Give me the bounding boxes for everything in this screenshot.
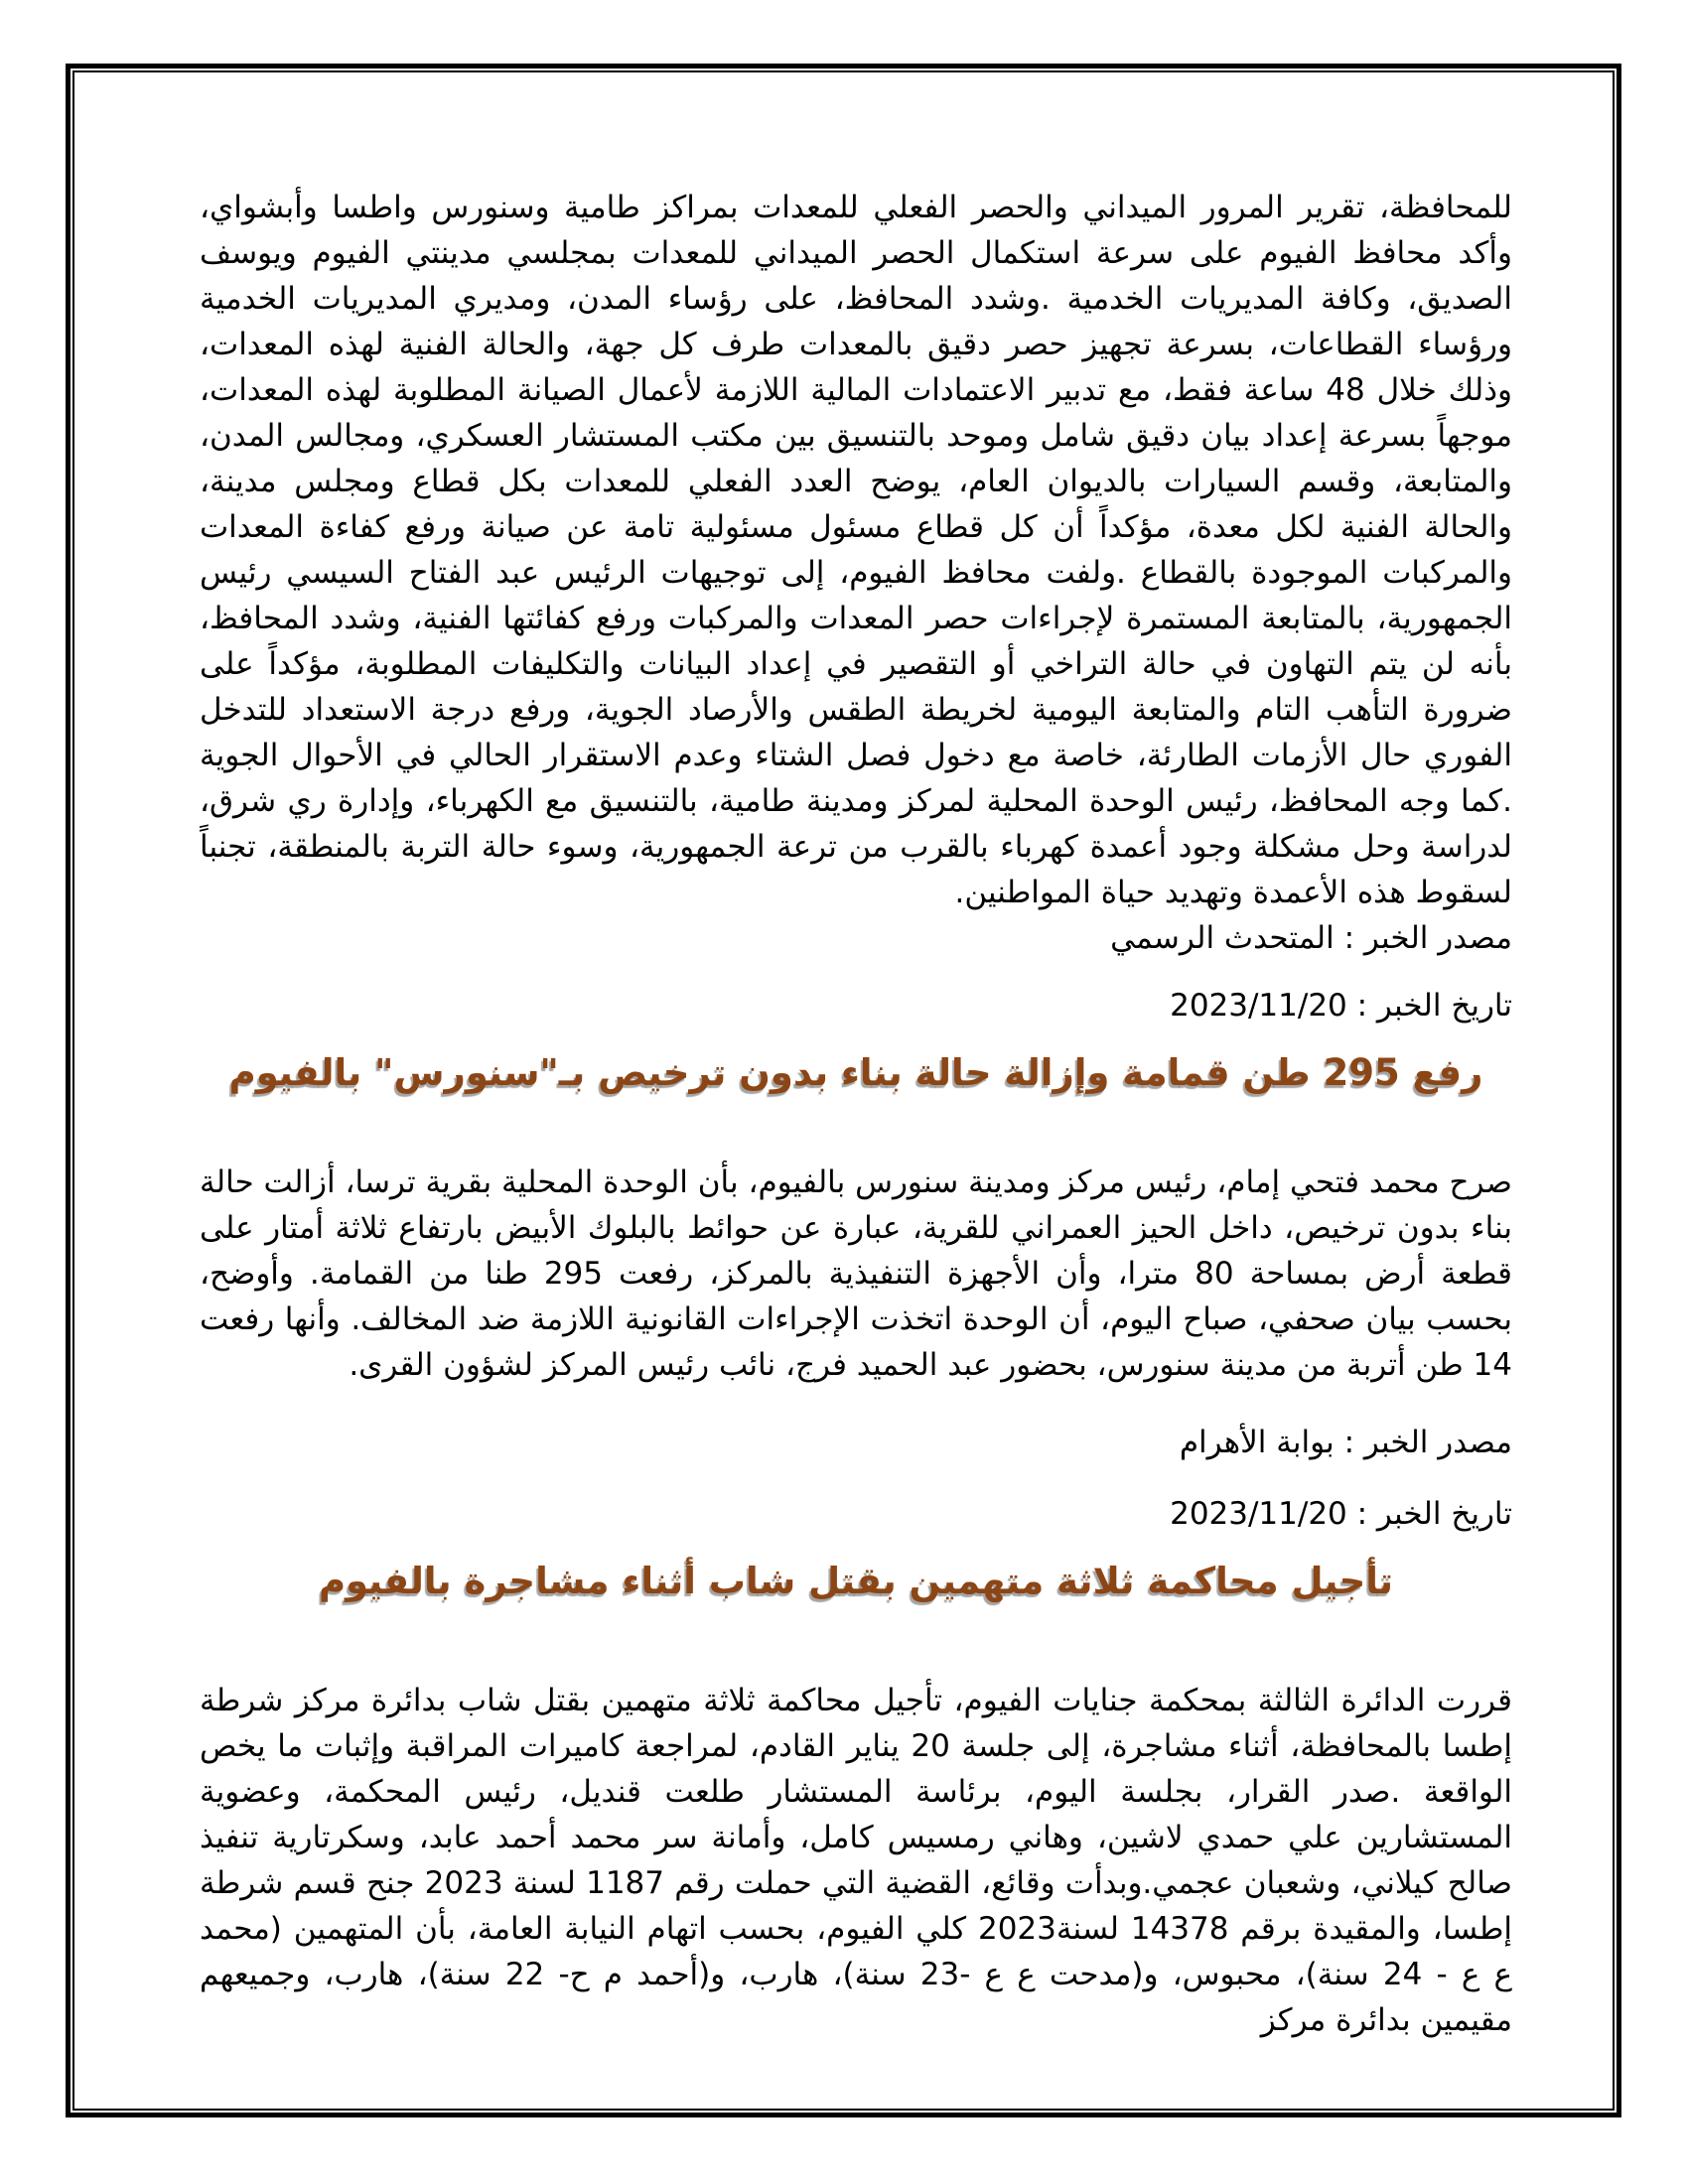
article-2-body: صرح محمد فتحي إمام، رئيس مركز ومدينة سنورس بالفيوم، بأن الوحدة المحلية بقرية ترسا، أزالت حالة بناء بدون ترخيص، داخل الحيز العمراني للقرية، عبارة عن حوائط بالبلوك الأبيض بارتفاع ثلاثة أمتار على قطعة أرض بمساحة 80 مترا، وأن الأجهزة التنفيذية بالمركز، رفعت 295 طنا من القمامة. وأوضح، بحسب بيان صحفي، صباح اليوم، أن الوحدة اتخذت الإجراءات القانونية اللازمة ضد المخالف. وأنها رفعت 14 طن أتربة من مدينة سنورس، بحضور عبد الحميد فرج، نائب رئيس المركز لشؤون القرى. — [200, 1164, 1512, 1383]
article-3-headline: تأجيل محاكمة ثلاثة متهمين بقتل شاب أثناء مشاجرة بالفيوم — [318, 1560, 1394, 1602]
page-content — [200, 185, 1512, 2043]
article-2-source-line: مصدر الخبر : بوابة الأهرام — [1179, 1425, 1512, 1460]
article-1-body: للمحافظة، تقرير المرور الميداني والحصر الفعلي للمعدات بمراكز طامية وسنورس واطسا وأبشواي، وأكد محافظ الفيوم على سرعة استكمال الحصر الميداني للمعدات بمجلسي مدينتي الفيوم ويوسف الصديق، وكافة المديريات الخدمية .وشدد المحافظ، على رؤساء المدن، ومديري المديريات الخدمية ورؤساء القطاعات، بسرعة تجهيز حصر دقيق بالمعدات طرف كل جهة، والحالة الفنية لهذه المعدات، وذلك خلال 48 ساعة فقط، مع تدبير الاعتمادات المالية اللازمة لأعمال الصيانة المطلوبة لهذه المعدات، موجهاً بسرعة إعداد بيان دقيق شامل وموحد بالتنسيق بين مكتب المستشار العسكري، ومجالس المدن، والمتابعة، وقسم السيارات بالديوان العام، يوضح العدد الفعلي للمعدات بكل قطاع ومجلس مدينة، والحالة الفنية لكل معدة، مؤكداً أن كل قطاع مسئول مسئولية تامة عن صيانة ورفع كفاءة المعدات والمركبات الموجودة بالقطاع .ولفت محافظ الفيوم، إلى توجيهات الرئيس عبد الفتاح السيسي رئيس الجمهورية، بالمتابعة المستمرة لإجراءات حصر المعدات والمركبات ورفع كفائتها الفنية، وشدد المحافظ، بأنه لن يتم التهاون في حالة التراخي أو التقصير في إعداد البيانات والتكليفات المطلوبة، مؤكداً على ضرورة التأهب التام والمتابعة اليومية لخريطة الطقس والأرصاد الجوية، ورفع درجة الاستعداد للتدخل الفوري حال الأزمات الطارئة، خاصة مع دخول فصل الشتاء وعدم الاستقرار الحالي في الأحوال الجوية .كما وجه المحافظ، رئيس الوحدة المحلية لمركز ومدينة طامية، بالتنسيق مع الكهرباء، وإدارة ري شرق، لدراسة وحل مشكلة وجود أعمدة كهرباء بالقرب من ترعة الجمهورية، وسوء حالة التربة بالمنطقة، تجنباً لسقوط هذه الأعمدة وتهديد حياة المواطنين. — [200, 190, 1513, 910]
article-2-date-line: تاريخ الخبر : 2023/11/20 — [1170, 1496, 1512, 1532]
article-1-date-line: تاريخ الخبر : 2023/11/20 — [1170, 988, 1512, 1024]
article-1-source-line: مصدر الخبر : المتحدث الرسمي — [1110, 920, 1512, 956]
article-2-headline: رفع 295 طن قمامة وإزالة حالة بناء بدون ترخيص بـ"سنورس" بالفيوم — [228, 1051, 1483, 1094]
article-3-body: قررت الدائرة الثالثة بمحكمة جنايات الفيوم، تأجيل محاكمة ثلاثة متهمين بقتل شاب بدائرة مركز شرطة إطسا بالمحافظة، أثناء مشاجرة، إلى جلسة 20 يناير القادم، لمراجعة كاميرات المراقبة وإثبات ما يخص الواقعة .صدر القرار، بجلسة اليوم، برئاسة المستشار طلعت قنديل، رئيس المحكمة، وعضوية المستشارين علي حمدي لاشين، وهاني رمسيس كامل، وأمانة سر محمد أحمد عابد، وسكرتارية تنفيذ صالح كيلاني، وشعبان عجمي.وبدأت وقائع، القضية التي حملت رقم 1187 لسنة 2023 جنح قسم شرطة إطسا، والمقيدة برقم 14378 لسنة2023 كلي الفيوم، بحسب اتهام النيابة العامة، بأن المتهمين (محمد ع ع - 24 سنة)، محبوس، و(مدحت ع ع -23 سنة)، هارب، و(أحمد م ح- 22 سنة)، هارب، وجميعهم مقيمين بدائرة مركز — [200, 1683, 1513, 2038]
